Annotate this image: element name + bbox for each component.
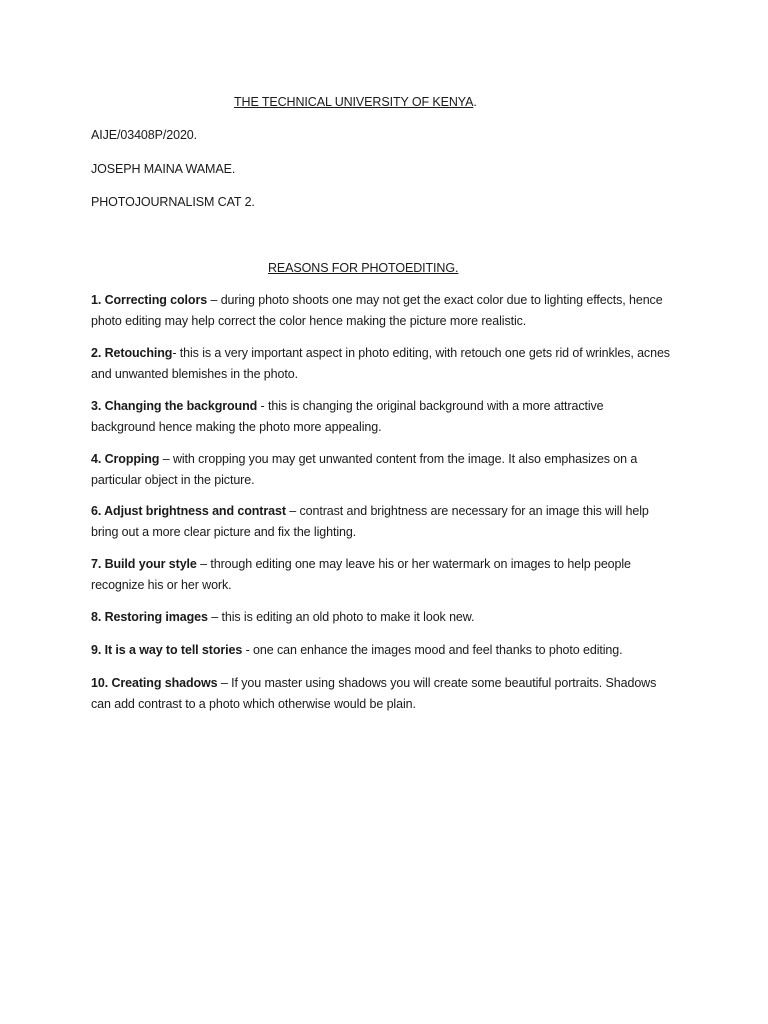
reason-text: – this is editing an old photo to make it look new. (207, 610, 475, 624)
university-name: THE TECHNICAL UNIVERSITY OF KENYA (234, 95, 474, 109)
reason-term: 8. Restoring images (91, 610, 208, 624)
reason-text: – during photo shoots one may not get the exact color due to lighting effects, hence photo editing may help correct the color hence making the picture more realistic. (91, 293, 663, 328)
reason-term: 7. Build your style (91, 557, 197, 571)
student-name: JOSEPH MAINA WAMAE. (91, 162, 236, 176)
reason-text: – through editing one may leave his or her watermark on images to help people recognize his or her work. (91, 557, 631, 592)
reason-item (91, 396, 671, 437)
reason-text: - this is changing the original background with a more attractive background hence making the photo more appealing. (91, 399, 604, 434)
reason-text: – contrast and brightness are necessary for an image this will help bring out a more clear picture and fix the lighting. (91, 504, 649, 539)
reason-item (91, 640, 671, 661)
reason-term: 2. Retouching (91, 346, 173, 360)
university-title (234, 92, 477, 113)
reason-text: – with cropping you may get unwanted content from the image. It also emphasizes on a particular object in the picture. (91, 452, 638, 487)
reason-term: 6. Adjust brightness and contrast (91, 504, 286, 518)
reason-item (91, 343, 671, 384)
reason-term: 9. It is a way to tell stories (91, 643, 243, 657)
section-title: REASONS FOR PHOTOEDITING. (268, 261, 459, 275)
reason-term: 4. Cropping (91, 452, 160, 466)
reason-term: 3. Changing the background (91, 399, 258, 413)
reason-item (91, 673, 671, 714)
reason-item (91, 607, 671, 628)
reason-item (91, 501, 671, 542)
reason-item (91, 554, 671, 595)
reason-item (91, 449, 671, 490)
course-title: PHOTOJOURNALISM CAT 2. (91, 195, 255, 209)
reason-term: 10. Creating shadows (91, 676, 218, 690)
reason-text: - one can enhance the images mood and feel thanks to photo editing. (242, 643, 623, 657)
reason-text: – If you master using shadows you will create some beautiful portraits. Shadows can add contrast to a photo which otherwise would be plain. (91, 676, 657, 711)
university-period: . (473, 95, 477, 109)
registration-number: AIJE/03408P/2020. (91, 128, 198, 142)
reason-term: 1. Correcting colors (91, 293, 208, 307)
reason-item (91, 290, 671, 331)
reason-text: - this is a very important aspect in photo editing, with retouch one gets rid of wrinkles, acnes and unwanted blemishes in the photo. (91, 346, 670, 381)
